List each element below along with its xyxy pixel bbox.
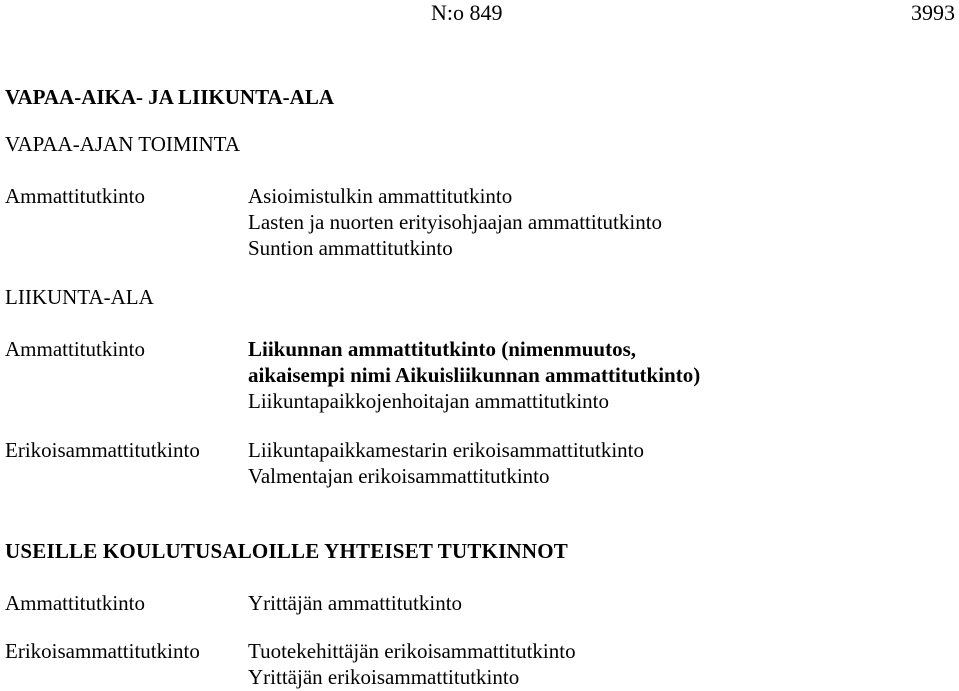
subsection-title-vapaa-ajan-toiminta: VAPAA-AJAN TOIMINTA	[5, 132, 240, 156]
page-number: 3993	[911, 0, 955, 25]
qualification-list	[248, 590, 462, 616]
qualification-item: Suntion ammattitutkinto	[248, 236, 453, 260]
qualification-item: Liikuntapaikkojenhoitajan ammattitutkinto	[248, 389, 610, 413]
qualification-item: Asioimistulkin ammattitutkinto	[248, 184, 513, 208]
section-title-vapaa-aika-liikunta: VAPAA-AIKA- JA LIIKUNTA-ALA	[5, 85, 335, 109]
qualification-item: Valmentajan erikoisammattitutkinto	[248, 464, 550, 488]
page-header	[0, 0, 959, 30]
qualification-item: Yrittäjän erikoisammattitutkinto	[248, 665, 520, 689]
subsection-title-liikunta-ala: LIIKUNTA-ALA	[5, 285, 154, 309]
qualification-type-label: Erikoisammattitutkinto	[5, 438, 200, 462]
qualification-list	[248, 183, 662, 261]
qualification-item: Liikunnan ammattitutkinto (nimenmuutos,	[248, 337, 636, 361]
qualification-list	[248, 638, 576, 690]
qualification-type-label: Ammattitutkinto	[5, 591, 145, 615]
qualification-item: Liikuntapaikkamestarin erikoisammattitutkinto	[248, 438, 644, 462]
qualification-list	[248, 336, 700, 414]
qualification-item: Yrittäjän ammattitutkinto	[248, 591, 463, 615]
qualification-type-label: Erikoisammattitutkinto	[5, 639, 200, 663]
section-title-useille-koulutusaloille: USEILLE KOULUTUSALOILLE YHTEISET TUTKINNOT	[5, 539, 568, 563]
qualification-item: aikaisempi nimi Aikuisliikunnan ammattitutkinto)	[248, 363, 701, 387]
qualification-type-label: Ammattitutkinto	[5, 184, 145, 208]
document-number: N:o 849	[431, 0, 503, 25]
qualification-item: Tuotekehittäjän erikoisammattitutkinto	[248, 639, 576, 663]
qualification-item: Lasten ja nuorten erityisohjaajan ammattitutkinto	[248, 210, 663, 234]
qualification-type-label: Ammattitutkinto	[5, 337, 145, 361]
qualification-list	[248, 437, 644, 489]
